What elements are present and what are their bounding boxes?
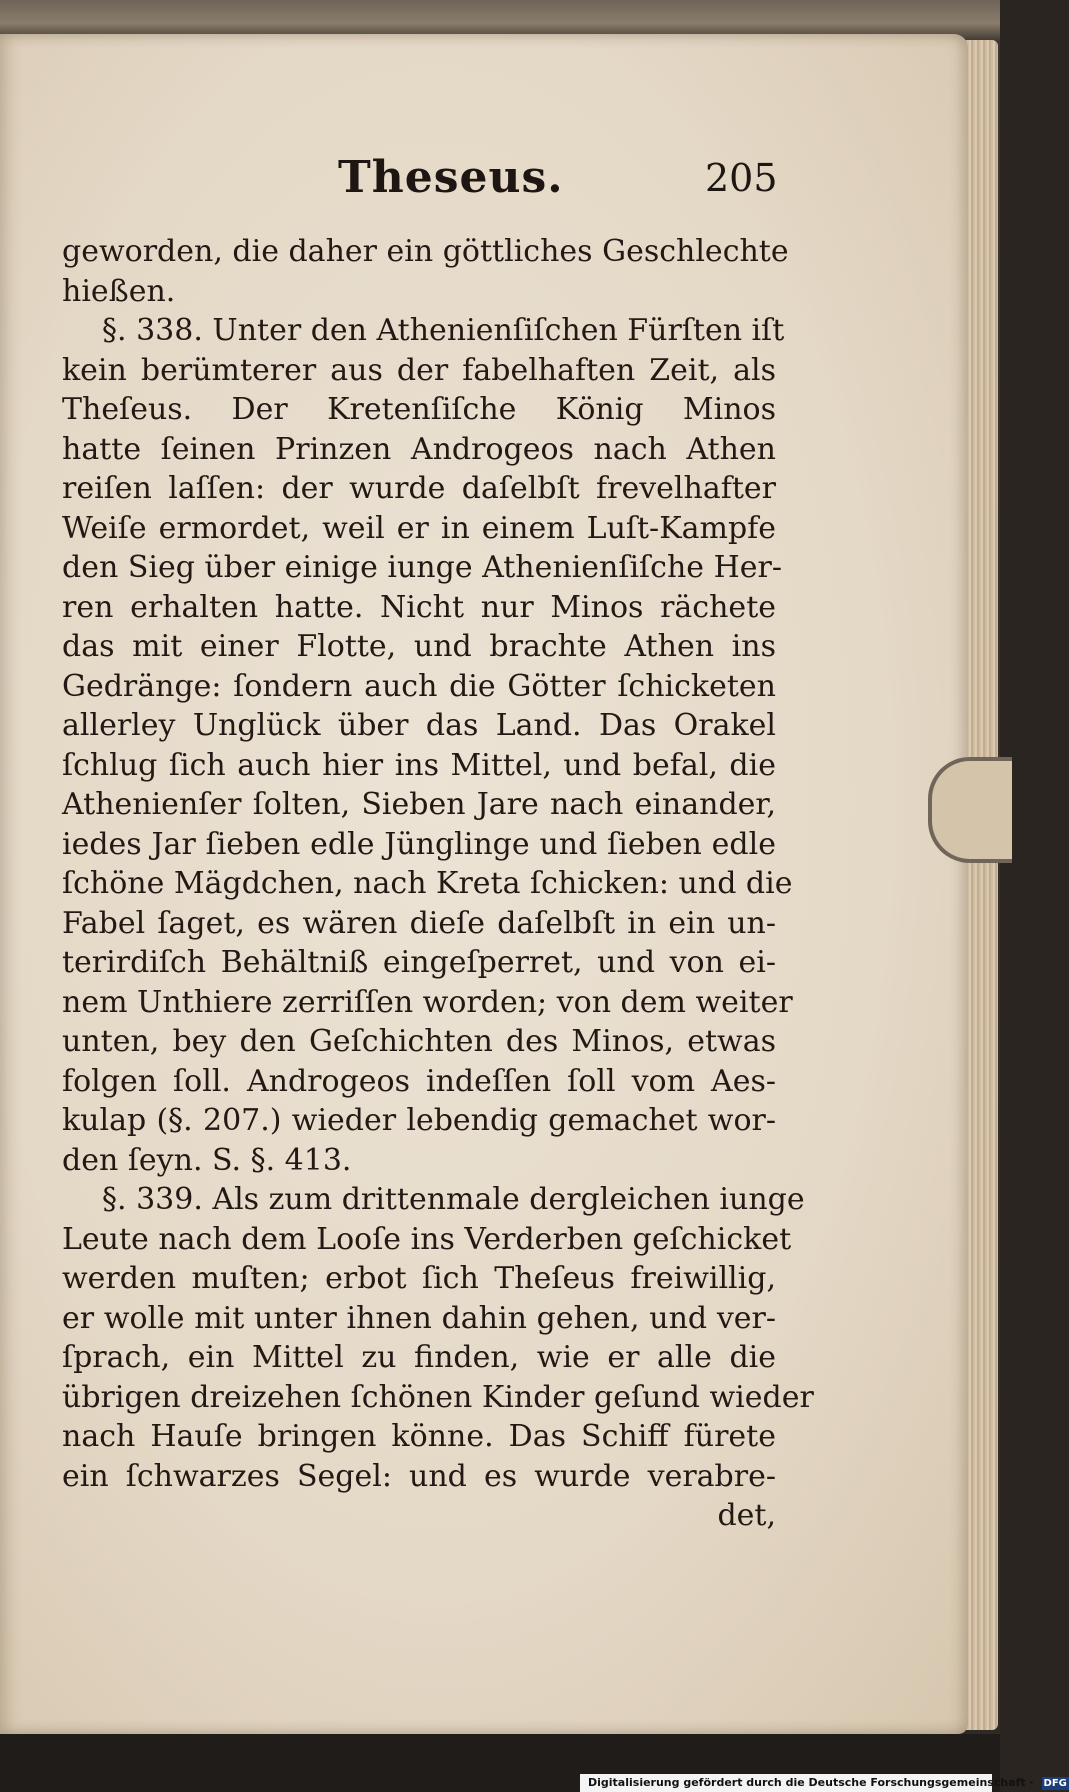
text-line: nach Hauſe bringen könne. Das Schiff fürete bbox=[62, 1419, 776, 1454]
body-text bbox=[62, 232, 814, 1536]
text-line: Fabel ſaget, es wären dieſe daſelbſt in ein un- bbox=[62, 905, 776, 941]
text-line: Gedränge: ſondern auch die Götter ſchicketen bbox=[62, 668, 776, 704]
text-line: allerley Unglück über das Land. Das Orakel bbox=[62, 708, 776, 743]
catchword: det, bbox=[717, 1498, 776, 1533]
text-line: unten, bey den Geſchichten des Minos, etwas bbox=[62, 1024, 776, 1059]
text-line: reiſen laſſen: der wurde daſelbſt frevelhafter bbox=[62, 471, 776, 506]
text-line: ſprach, ein Mittel zu finden, wie er alle die bbox=[62, 1340, 776, 1375]
text-line: iedes Jar ſieben edle Jünglinge und ſieben edle bbox=[62, 826, 776, 862]
text-line: ein ſchwarzes Segel: und es wurde verabre- bbox=[62, 1458, 776, 1494]
text-line: ſchlug ſich auch hier ins Mittel, und befal, die bbox=[62, 747, 776, 783]
page-number: 205 bbox=[705, 156, 778, 200]
text-line: folgen ſoll. Androgeos indeſſen ſoll vom Aes- bbox=[62, 1063, 776, 1099]
text-line: Athenienſer ſolten, Sieben Jare nach einander, bbox=[62, 787, 776, 822]
digitization-credit bbox=[580, 1774, 1067, 1792]
text-line: nem Unthiere zerriſſen worden; von dem weiter bbox=[62, 984, 793, 1020]
text-line: terirdiſch Behältniß eingeſperret, und von ei- bbox=[62, 945, 776, 980]
text-line: übrigen dreizehen ſchönen Kinder geſund wieder bbox=[62, 1379, 814, 1415]
text-line: das mit einer Flotte, und brachte Athen ins bbox=[62, 629, 776, 664]
text-line: Theſeus. Der Kretenſiſche König Minos bbox=[62, 392, 776, 427]
text-line: Leute nach dem Looſe ins Verderben geſchicket bbox=[62, 1221, 792, 1257]
text-line: ren erhalten hatte. Nicht nur Minos rächete bbox=[62, 589, 776, 625]
credit-text: Digitalisierung gefördert durch die Deutsche Forschungsgemeinschaft · bbox=[588, 1776, 1034, 1789]
text-line: kein berümterer aus der fabelhaften Zeit, als bbox=[62, 352, 776, 388]
text-line: er wolle mit unter ihnen dahin gehen, und ver- bbox=[62, 1300, 776, 1336]
text-line: Weiſe ermordet, weil er in einem Luſt-Kampfe bbox=[62, 510, 776, 546]
text-line: §. 338. Unter den Athenienſiſchen Fürſten iſt bbox=[102, 313, 785, 348]
text-line: den ſeyn. S. §. 413. bbox=[62, 1142, 352, 1178]
text-line: werden muſten; erbot ſich Theſeus freiwillig, bbox=[62, 1261, 776, 1296]
text-line: den Sieg über einige iunge Athenienſiſche Her- bbox=[62, 550, 782, 585]
text-line: kulap (§. 207.) wieder lebendig gemachet wor- bbox=[62, 1103, 776, 1138]
page-title: Theseus. bbox=[338, 152, 564, 203]
text-line: hießen. bbox=[62, 273, 176, 309]
book-clasp bbox=[928, 757, 1012, 863]
running-head bbox=[0, 152, 968, 212]
text-line: hatte ſeinen Prinzen Androgeos nach Athen bbox=[62, 431, 776, 467]
text-line: §. 339. Als zum drittenmale dergleichen iunge bbox=[102, 1182, 805, 1217]
dfg-logo: DFG bbox=[1043, 1777, 1067, 1789]
text-line: geworden, die daher ein göttliches Geschlechte bbox=[62, 234, 789, 269]
text-line: ſchöne Mägdchen, nach Kreta ſchicken: und die bbox=[62, 866, 793, 901]
